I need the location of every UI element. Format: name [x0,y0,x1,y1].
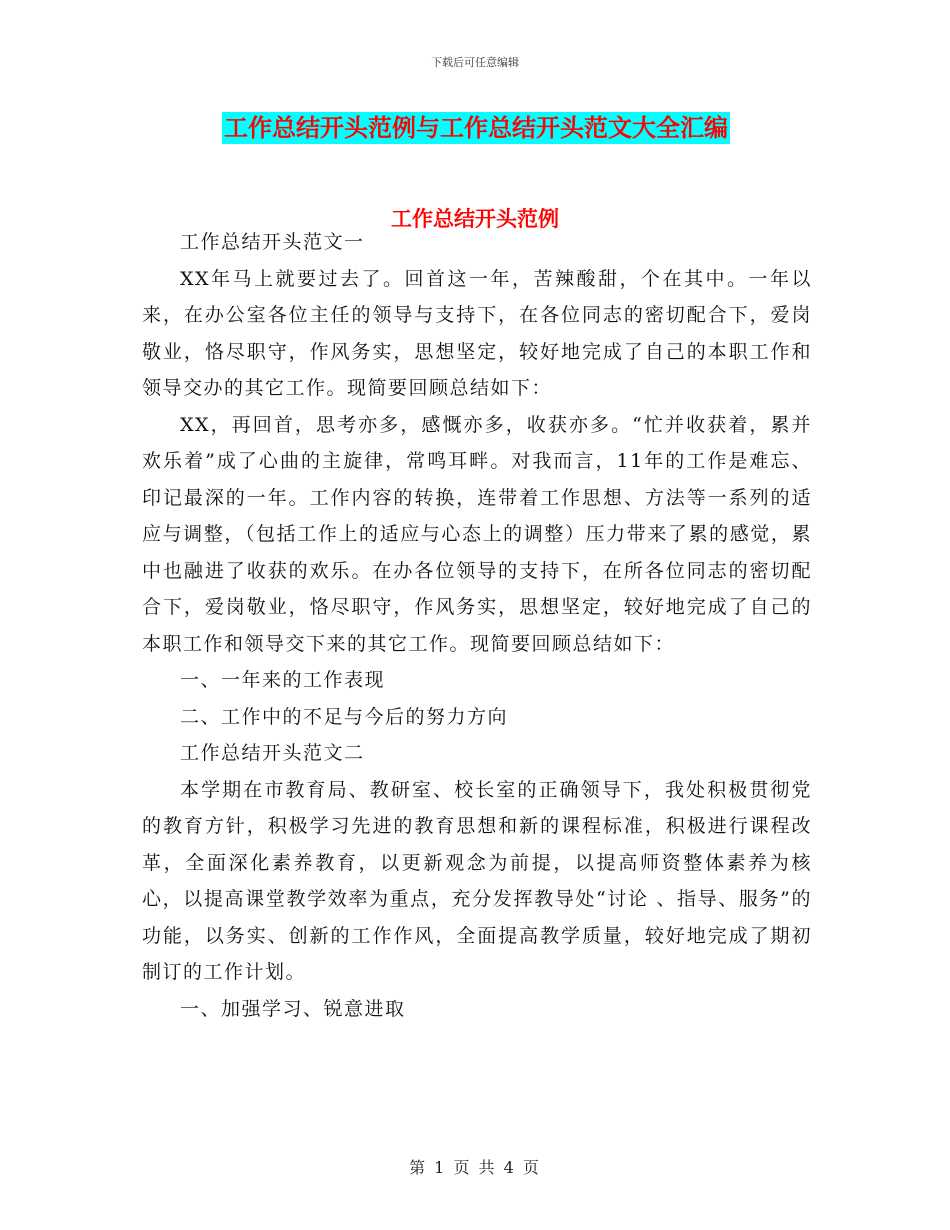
document-body [142,224,812,1027]
list-item: 一、加强学习、锐意进取 [180,997,406,1020]
paragraph: XX，再回首，思考亦多，感慨亦多，收获亦多。“忙并收获着，累并欢乐着”成了心曲的主旋律，常鸣耳畔。对我而言，11年的工作是难忘、印记最深的一年。工作内容的转换，连带着工作思想、方法等一系列的适应与调整，（包括工作上的适应与心态上的调整）压力带来了累的感觉，累中也融进了收获的欢乐。在办各位领导的支持下，在所各位同志的密切配合下，爱岗敬业，恪尽职守，作风务实，思想坚定，较好地完成了自己的本职工作和领导交下来的其它工作。现简要回顾总结如下： [142,413,812,655]
paragraph: XX年马上就要过去了。回首这一年，苦辣酸甜，个在其中。一年以来，在办公室各位主任的领导与支持下，在各位同志的密切配合下，爱岗敬业，恪尽职守，作风务实，思想坚定，较好地完成了自己的本职工作和领导交办的其它工作。现简要回顾总结如下： [142,267,812,399]
section-title: 工作总结开头范例 [391,206,559,231]
page-number-footer: 第 1 页 共 4 页 [409,1158,541,1177]
header-note: 下载后可任意编辑 [431,56,519,69]
list-item: 一、一年来的工作表现 [180,669,386,691]
paragraph-heading-sample-2: 工作总结开头范文二 [180,742,365,764]
document-title: 工作总结开头范例与工作总结开头范文大全汇编 [224,113,728,142]
paragraph: 本学期在市教育局、教研室、校长室的正确领导下，我处积极贯彻党的教育方针，积极学习先进的教育思想和新的课程标准，积极进行课程改革，全面深化素养教育，以更新观念为前提，以提高师资整体素养为核心，以提高课堂教学效率为重点，充分发挥教导处“讨论 、指导、服务”的功能，以务实、创新的工作作风，全面提高教学质量，较好地完成了期初制订的工作计划。 [142,778,812,983]
list-item: 二、工作中的不足与今后的努力方向 [180,705,509,728]
paragraph-heading-sample-1: 工作总结开头范文一 [180,231,365,253]
